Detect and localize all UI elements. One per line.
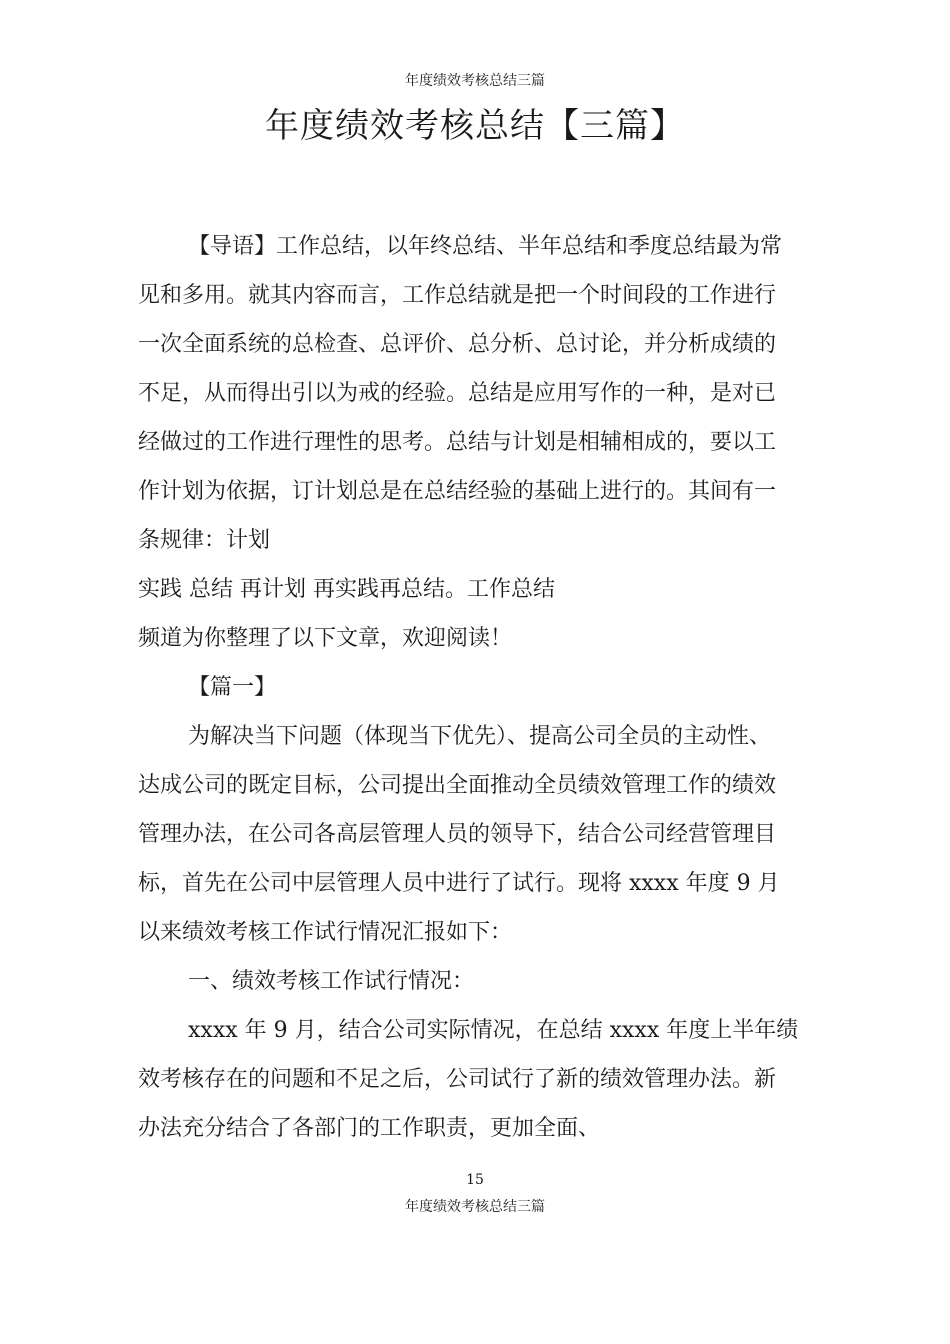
running-footer: 年度绩效考核总结三篇 xyxy=(405,1199,545,1215)
paragraph-line: 实践 总结 再计划 再实践再总结。工作总结 xyxy=(138,577,555,602)
paragraph-line: 【导语】工作总结，以年终总结、半年总结和季度总结最为常 xyxy=(188,234,783,259)
document-title: 年度绩效考核总结【三篇】 xyxy=(265,106,685,146)
paragraph-line: 管理办法，在公司各高层管理人员的领导下，结合公司经营管理目 xyxy=(138,822,777,847)
running-header: 年度绩效考核总结三篇 xyxy=(405,73,545,89)
paragraph-line: xxxx 年 9 月，结合公司实际情况，在总结 xxxx 年度上半年绩 xyxy=(188,1018,799,1043)
section-heading: 【篇一】 xyxy=(188,675,277,700)
body-text xyxy=(138,222,828,1153)
paragraph-line: 为解决当下问题（体现当下优先）、提高公司全员的主动性、 xyxy=(188,724,772,749)
paragraph-line: 效考核存在的问题和不足之后，公司试行了新的绩效管理办法。新 xyxy=(138,1067,777,1092)
subsection-heading: 一、绩效考核工作试行情况： xyxy=(188,969,475,994)
paragraph-line: 见和多用。就其内容而言，工作总结就是把一个时间段的工作进行 xyxy=(138,283,777,308)
paragraph-line: 作计划为依据，订计划总是在总结经验的基础上进行的。其间有一 xyxy=(138,479,777,504)
paragraph-line: 一次全面系统的总检查、总评价、总分析、总讨论，并分析成绩的 xyxy=(138,332,777,357)
paragraph-line: 达成公司的既定目标，公司提出全面推动全员绩效管理工作的绩效 xyxy=(138,773,777,798)
paragraph-line: 条规律：计划 xyxy=(138,528,271,553)
paragraph-line: 经做过的工作进行理性的思考。总结与计划是相辅相成的，要以工 xyxy=(138,430,777,455)
paragraph-line: 以来绩效考核工作试行情况汇报如下： xyxy=(138,920,513,945)
paragraph-line: 不足，从而得出引以为戒的经验。总结是应用写作的一种，是对已 xyxy=(138,381,777,406)
paragraph-line: 频道为你整理了以下文章，欢迎阅读！ xyxy=(138,626,513,651)
paragraph-line: 办法充分结合了各部门的工作职责，更加全面、 xyxy=(138,1116,601,1141)
page-number: 15 xyxy=(466,1172,484,1188)
paragraph-line: 标，首先在公司中层管理人员中进行了试行。现将 xxxx 年度 9 月 xyxy=(138,871,780,896)
